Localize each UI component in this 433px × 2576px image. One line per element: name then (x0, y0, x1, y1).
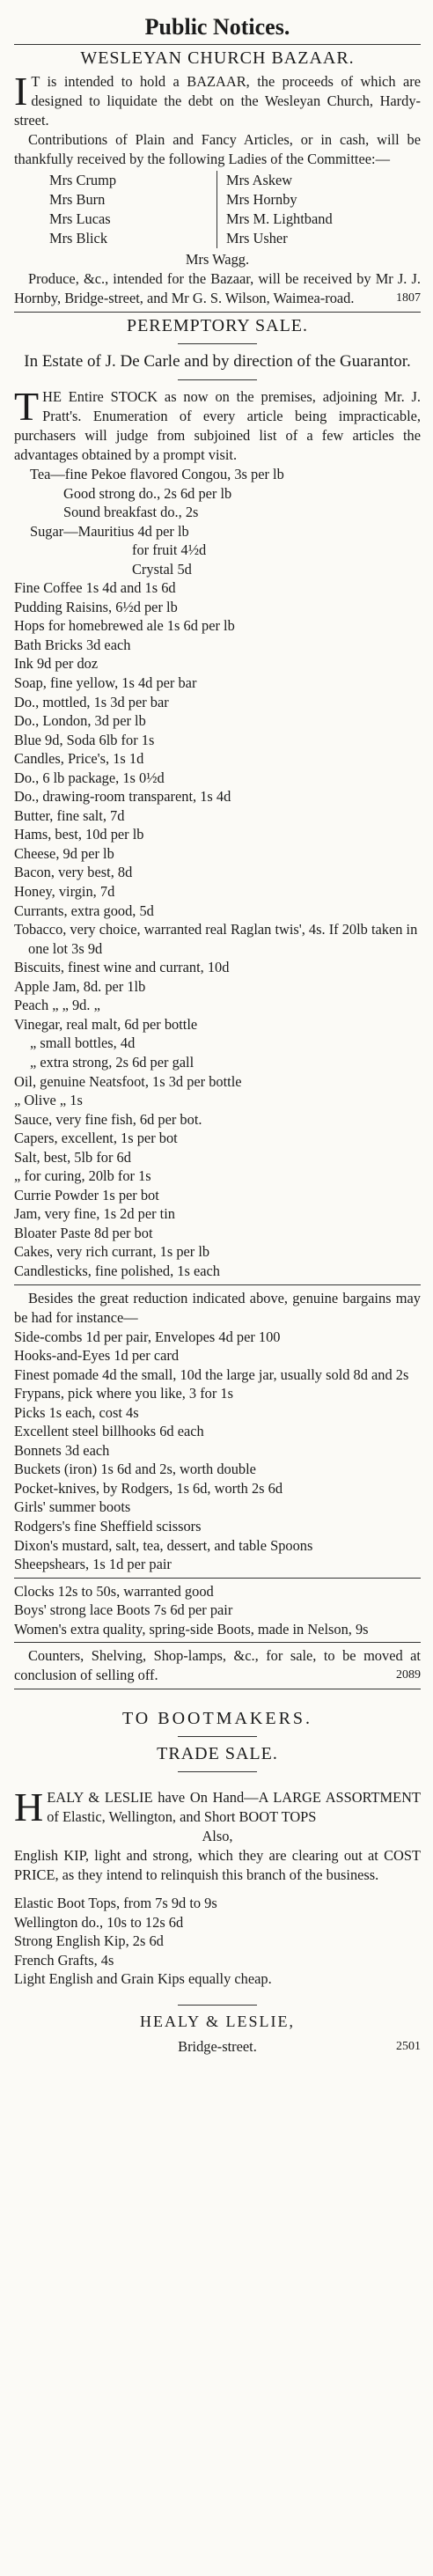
committee-right (216, 171, 393, 248)
short-divider (178, 379, 257, 380)
list-item: Butter, fine salt, 7d (14, 806, 125, 824)
trade-sale-title: TRADE SALE. (157, 1744, 278, 1764)
bazaar-contributions: Contributions of Plain and Fancy Articles, or in cash, will be thankfully received by the following Ladies of the Committee:— (14, 131, 421, 167)
list-item: Apple Jam, 8d. per 1lb (14, 977, 146, 995)
bazaar-title: WESLEYAN CHURCH BAZAAR. (80, 48, 355, 68)
list-item: Do., 6 lb package, 1s 0½d (14, 769, 165, 786)
sale-notice (14, 316, 421, 1685)
list-item: Tobacco, very choice, warranted real Raglan twis', 4s. If 20lb taken in one lot 3s 9d (14, 921, 418, 957)
list-item: Wellington do., 10s to 12s 6d (14, 1913, 184, 1931)
list-item: Blue 9d, Soda 6lb for 1s (14, 731, 155, 748)
divider (14, 1642, 421, 1643)
sale-title: PEREMPTORY SALE. (126, 316, 309, 335)
dropcap: I (14, 69, 28, 114)
list-item: Bonnets 3d each (14, 1441, 110, 1459)
boot-kip: English KIP, light and strong, which they are clearing out at COST PRICE, as they intend to relinquish this branch of the business. (14, 1847, 421, 1884)
sale-items (14, 465, 421, 1281)
list-item: Hooks-and-Eyes 1d per card (14, 1347, 180, 1365)
list-item: Finest pomade 4d the small, 10d the large jar, usually sold 8d and 2s (14, 1365, 409, 1383)
bazaar-notice (14, 48, 421, 308)
reference-number: 2089 (396, 1668, 421, 1682)
list-item: Boys' strong lace Boots 7s 6d per pair (14, 1601, 233, 1619)
bootmakers-notice (14, 1709, 421, 2056)
sale-intro: HE Entire STOCK as now on the premises, adjoining Mr. J. Pratt's. Enumeration of every article being impracticable, purchasers will judge from subjoined list of a few articles the advantages obtained by a prompt visit. (14, 388, 421, 463)
boot-also: Also, (202, 1828, 233, 1845)
list-item: „ small bottles, 4d (30, 1034, 136, 1052)
list-item: Hams, best, 10d per lb (14, 826, 144, 843)
list-item: Currants, extra good, 5d (14, 902, 154, 919)
committee-member: Mrs Blick (49, 230, 108, 247)
divider (14, 1578, 421, 1579)
list-item: „ Olive „ 1s (14, 1092, 83, 1109)
committee-member: Mrs Burn (49, 191, 106, 208)
list-item: Bacon, very best, 8d (14, 864, 133, 881)
list-item: Pocket-knives, by Rodgers, 1s 6d, worth 2s 6d (14, 1479, 283, 1497)
list-item: Women's extra quality, spring-side Boots, made in Nelson, 9s (14, 1620, 369, 1638)
list-item: Picks 1s each, cost 4s (14, 1403, 139, 1421)
list-item: Currie Powder 1s per bot (14, 1186, 159, 1203)
list-item: Rodgers's fine Sheffield scissors (14, 1517, 202, 1535)
list-item: Elastic Boot Tops, from 7s 9d to 9s (14, 1895, 217, 1912)
list-item: Girls' summer boots (14, 1498, 131, 1516)
committee-member: Mrs Lucas (49, 210, 111, 227)
dropcap: H (14, 1785, 44, 1830)
list-item: Do., mottled, 1s 3d per bar (14, 693, 169, 710)
list-item: Tea—fine Pekoe flavored Congou, 3s per lb (30, 466, 284, 482)
list-item: „ for curing, 20lb for 1s (14, 1167, 151, 1185)
committee-member: Mrs Askew (226, 172, 293, 188)
sale-besides: Besides the great reduction indicated above, genuine bargains may be had for instance— (14, 1289, 421, 1326)
list-item: Cheese, 9d per lb (14, 844, 114, 862)
list-item: Candlesticks, fine polished, 1s each (14, 1262, 220, 1279)
list-item: Sauce, very fine fish, 6d per bot. (14, 1110, 202, 1128)
list-item: Sheepshears, 1s 1d per pair (14, 1556, 172, 1573)
boot-intro: EALY & LESLIE have On Hand—A LARGE ASSORTMENT of Elastic, Wellington, and Short BOOT TOPS (47, 1789, 421, 1826)
list-item: Strong English Kip, 2s 6d (14, 1932, 164, 1950)
list-item: Side-combs 1d per pair, Envelopes 4d per 100 (14, 1328, 281, 1345)
list-item: for fruit 4½d (132, 541, 207, 559)
short-divider (178, 343, 257, 344)
reference-number: 2501 (396, 2040, 421, 2053)
list-item: Vinegar, real malt, 6d per bottle (14, 1015, 198, 1033)
list-item: French Grafts, 4s (14, 1951, 114, 1969)
list-item: Hops for homebrewed ale 1s 6d per lb (14, 617, 235, 635)
short-divider (178, 2005, 257, 2006)
short-divider (178, 1736, 257, 1737)
reference-number: 1807 (396, 291, 421, 305)
bootmakers-title: TO BOOTMAKERS. (121, 1709, 313, 1729)
bazaar-produce: Produce, &c., intended for the Bazaar, will be received by Mr J. J. Hornby, Bridge-street, and Mr G. S. Wilson, Waimea-road. (14, 270, 421, 306)
committee-member: Mrs Crump (49, 172, 117, 188)
list-item: Honey, virgin, 7d (14, 883, 115, 901)
section-header: Public Notices. (144, 14, 290, 40)
list-item: Soap, fine yellow, 1s 4d per bar (14, 674, 197, 692)
list-item: Cakes, very rich currant, 1s per lb (14, 1243, 210, 1261)
sale-counters: Counters, Shelving, Shop-lamps, &c., for sale, to be moved at conclusion of selling off. (14, 1647, 421, 1684)
list-item: Peach „ „ 9d. „ (14, 997, 100, 1014)
divider (14, 312, 421, 313)
list-item: Fine Coffee 1s 4d and 1s 6d (14, 579, 176, 597)
committee-member: Mrs M. Lightband (226, 210, 333, 227)
list-item: Do., London, 3d per lb (14, 712, 146, 730)
dropcap: T (14, 384, 40, 429)
committee-member-last: Mrs Wagg. (185, 251, 250, 268)
list-item: Sound breakfast do., 2s (63, 504, 199, 521)
list-item: Bloater Paste 8d per bot (14, 1224, 153, 1241)
list-item: Pudding Raisins, 6½d per lb (14, 598, 178, 615)
list-item: Candles, Price's, 1s 1d (14, 750, 144, 768)
list-item: Crystal 5d (132, 560, 192, 578)
divider (14, 1284, 421, 1285)
short-divider (178, 1771, 257, 1772)
bazaar-intro: T is intended to hold a BAZAAR, the proceeds of which are designed to liquidate the debt on the Wesleyan Church, Hardy-street. (14, 73, 421, 129)
list-item: Buckets (iron) 1s 6d and 2s, worth double (14, 1461, 256, 1478)
list-item: Jam, very fine, 1s 2d per tin (14, 1205, 175, 1223)
list-item: Clocks 12s to 50s, warranted good (14, 1582, 214, 1600)
list-item: Ink 9d per doz (14, 655, 99, 673)
list-item: Do., drawing-room transparent, 1s 4d (14, 788, 231, 806)
committee-left (49, 171, 216, 248)
committee-list (49, 171, 421, 248)
committee-member: Mrs Usher (226, 230, 288, 247)
list-item: Bath Bricks 3d each (14, 636, 131, 653)
divider (14, 44, 421, 45)
list-item: Light English and Grain Kips equally cheap. (14, 1970, 272, 1988)
sale-subtitle: In Estate of J. De Carle and by direction of the Guarantor. (24, 352, 411, 371)
list-item: Good strong do., 2s 6d per lb (63, 484, 232, 502)
list-item: Oil, genuine Neatsfoot, 1s 3d per bottle (14, 1072, 242, 1090)
list-item: Frypans, pick where you like, 3 for 1s (14, 1385, 233, 1402)
list-item: Salt, best, 5lb for 6d (14, 1148, 131, 1166)
list-item: Dixon's mustard, salt, tea, dessert, and table Spoons (14, 1536, 313, 1554)
list-item: Sugar—Mauritius 4d per lb (30, 522, 189, 540)
address (14, 2038, 421, 2056)
bargain-items (14, 1328, 421, 1574)
list-item: „ extra strong, 2s 6d per gall (30, 1053, 194, 1071)
list-item: Capers, excellent, 1s per bot (14, 1130, 178, 1147)
list-item: Excellent steel billhooks 6d each (14, 1423, 204, 1440)
boot-items (14, 1894, 421, 1989)
list-item: Biscuits, finest wine and currant, 10d (14, 959, 230, 976)
signature: HEALY & LESLIE, (139, 2013, 295, 2030)
address-text: Bridge-street. (178, 2038, 257, 2055)
clock-boot-items (14, 1582, 421, 1639)
committee-member: Mrs Hornby (226, 191, 297, 208)
